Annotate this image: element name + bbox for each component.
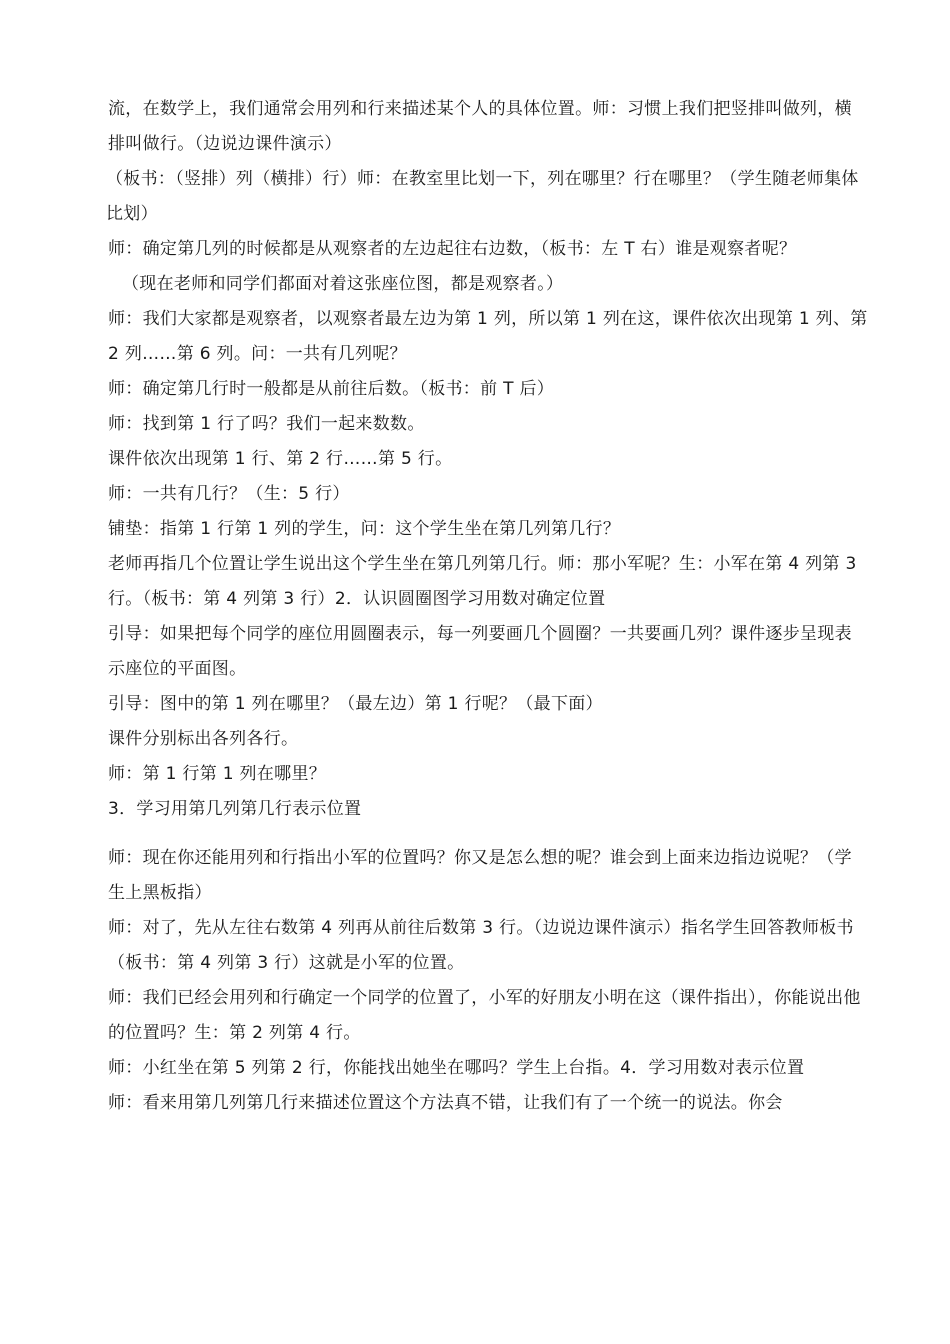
paragraph: 铺垫：指第 1 行第 1 列的学生，问：这个学生坐在第几列第几行？	[108, 519, 621, 539]
paragraph: 师：我们大家都是观察者，以观察者最左边为第 1 列，所以第 1 列在这，课件依次出现第 1 列、第 2 列……第 6 列。问：一共有几列呢？	[108, 309, 868, 364]
paragraph: 引导：图中的第 1 列在哪里？（最左边）第 1 行呢？（最下面）	[108, 694, 603, 714]
paragraph: 师：确定第几列的时候都是从观察者的左边起往右边数，（板书：左 T 右）谁是观察者呢？	[108, 239, 797, 259]
paragraph: 师：找到第 1 行了吗？我们一起来数数。	[108, 414, 425, 434]
paragraph: 师：我们已经会用列和行确定一个同学的位置了，小军的好朋友小明在这（课件指出），你能说出他的位置吗？生：第 2 列第 4 行。	[108, 988, 861, 1043]
paragraph: 师：第 1 行第 1 列在哪里？	[108, 764, 327, 784]
paragraph: 课件分别标出各列各行。	[108, 729, 299, 749]
spacer	[108, 827, 868, 841]
section-heading: 3．学习用第几列第几行表示位置	[108, 799, 362, 819]
paragraph: 流，在数学上，我们通常会用列和行来描述某个人的具体位置。师：习惯上我们把竖排叫做列，横排叫做行。（边说边课件演示）	[108, 99, 852, 154]
paragraph: （板书：（竖排）列（横排）行）师：在教室里比划一下，列在哪里？行在哪里？（学生随老师集体比划）	[106, 169, 859, 224]
paragraph: 师：现在你还能用列和行指出小军的位置吗？你又是怎么想的呢？谁会到上面来边指边说呢？（学生上黑板指）	[108, 848, 852, 903]
paragraph: 老师再指几个位置让学生说出这个学生坐在第几列第几行。师：那小军呢？生：小军在第 4 列第 3 行。（板书：第 4 列第 3 行）2．认识圆圈图学习用数对确定位置	[108, 554, 857, 609]
paragraph: 师：对了，先从左往右数第 4 列再从前往后数第 3 行。（边说边课件演示）指名学生回答教师板书（板书：第 4 列第 3 行）这就是小军的位置。	[108, 918, 854, 973]
paragraph: 引导：如果把每个同学的座位用圆圈表示，每一列要画几个圆圈？一共要画几列？课件逐步呈现表示座位的平面图。	[108, 624, 852, 679]
paragraph: 课件依次出现第 1 行、第 2 行……第 5 行。	[108, 449, 453, 469]
paragraph: 师：小红坐在第 5 列第 2 行，你能找出她坐在哪吗？学生上台指。4．学习用数对表示位置	[108, 1058, 805, 1078]
document-page	[108, 92, 868, 1121]
paragraph: 师：确定第几行时一般都是从前往后数。（板书：前 T 后）	[108, 379, 555, 399]
paragraph: 师：一共有几行？（生：5 行）	[108, 484, 350, 504]
paragraph: （现在老师和同学们都面对着这张座位图，都是观察者。）	[122, 274, 564, 294]
paragraph: 师：看来用第几列第几行来描述位置这个方法真不错，让我们有了一个统一的说法。你会	[108, 1093, 783, 1113]
